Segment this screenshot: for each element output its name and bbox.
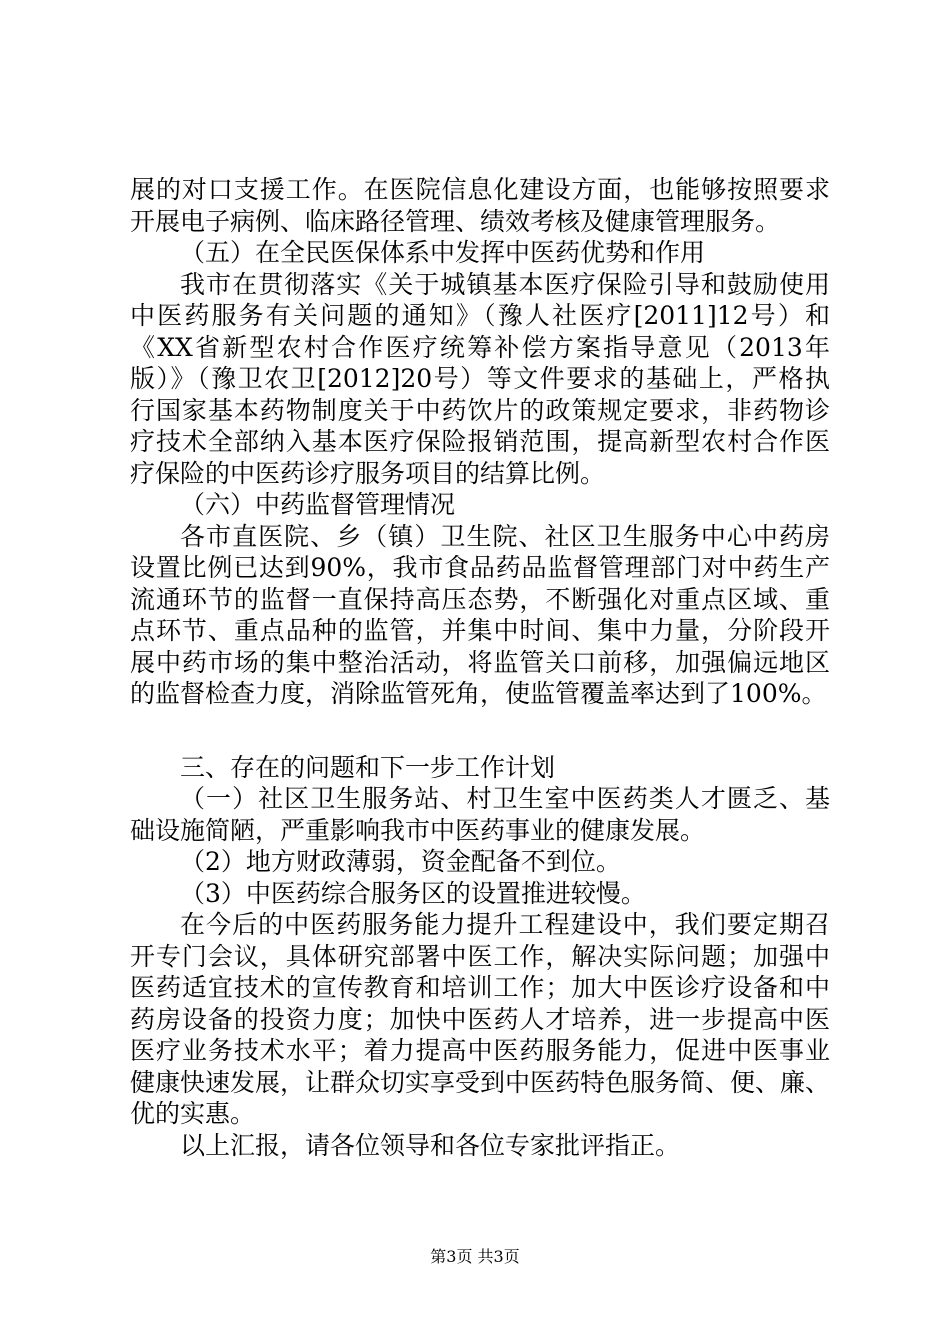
text-line: 开展电子病例、临床路径管理、绩效考核及健康管理服务。 bbox=[130, 206, 781, 236]
text-line: 三、存在的问题和下一步工作计划 bbox=[180, 752, 556, 782]
paragraph bbox=[130, 783, 830, 846]
text-line: 我市在贯彻落实《关于城镇基本医疗保险引导和鼓励使用 bbox=[180, 269, 830, 299]
text-line: 中医药服务有关问题的通知》（豫人社医疗[2011]12号）和 bbox=[130, 301, 830, 330]
page-footer bbox=[0, 1244, 950, 1267]
text-line: 的监督检查力度，消除监管死角，使监管覆盖率达到了100%。 bbox=[130, 679, 827, 708]
text-line: 展的对口支援工作。在医院信息化建设方面，也能够按照要求 bbox=[130, 175, 830, 204]
text-line: 医疗业务技术水平；着力提高中医药服务能力，促进中医事业 bbox=[130, 1036, 830, 1065]
text-line: 版）》（豫卫农卫[2012]20号）等文件要求的基础上，严格执 bbox=[130, 364, 830, 393]
text-line: 以上汇报，请各位领导和各位专家批评指正。 bbox=[180, 1130, 681, 1160]
text-line: 疗保险的中医药诊疗服务项目的结算比例。 bbox=[130, 458, 606, 488]
text-line: 开专门会议，具体研究部署中医工作，解决实际问题；加强中 bbox=[130, 941, 830, 971]
section-heading bbox=[130, 237, 830, 269]
text-line: （2）地方财政薄弱，资金配备不到位。 bbox=[180, 847, 621, 876]
paragraph bbox=[130, 174, 830, 237]
text-line: （一）社区卫生服务站、村卫生室中医药类人才匮乏、基 bbox=[180, 784, 830, 813]
text-line: 流通环节的监督一直保持高压态势，不断强化对重点区域、重 bbox=[130, 584, 830, 614]
text-line: 健康快速发展，让群众切实享受到中医药特色服务简、便、廉、 bbox=[130, 1067, 831, 1097]
paragraph bbox=[130, 269, 830, 490]
text-line: 行国家基本药物制度关于中药饮片的政策规定要求，非药物诊 bbox=[130, 395, 830, 425]
paragraph-gap bbox=[130, 710, 830, 752]
text-line: 各市直医院、乡（镇）卫生院、社区卫生服务中心中药房 bbox=[180, 521, 830, 551]
text-line: （3）中医药综合服务区的设置推进较慢。 bbox=[180, 878, 646, 908]
text-line: 设置比例已达到90%，我市食品药品监督管理部门对中药生产 bbox=[130, 553, 830, 582]
text-line: 《XX省新型农村合作医疗统筹补偿方案指导意见（2013年 bbox=[130, 332, 830, 362]
text-line: 展中药市场的集中整治活动，将监管关口前移，加强偏远地区 bbox=[130, 647, 830, 677]
text-line: 药房设备的投资力度；加快中医药人才培养，进一步提高中医 bbox=[130, 1004, 830, 1034]
paragraph bbox=[130, 909, 830, 1130]
text-line: 疗技术全部纳入基本医疗保险报销范围，提高新型农村合作医 bbox=[130, 427, 830, 456]
text-line: 在今后的中医药服务能力提升工程建设中，我们要定期召 bbox=[180, 910, 830, 939]
section-heading bbox=[130, 752, 830, 784]
text-line: 础设施简陋，严重影响我市中医药事业的健康发展。 bbox=[130, 815, 706, 845]
text-line: 医药适宜技术的宣传教育和培训工作；加大中医诊疗设备和中 bbox=[130, 973, 830, 1002]
text-line: 优的实惠。 bbox=[130, 1099, 256, 1128]
document-body bbox=[130, 174, 830, 1161]
page-number: 第3页 共3页 bbox=[430, 1247, 520, 1266]
text-line: 点环节、重点品种的监管，并集中时间、集中力量，分阶段开 bbox=[130, 616, 830, 645]
paragraph bbox=[130, 878, 830, 910]
section-heading bbox=[130, 489, 830, 521]
paragraph bbox=[130, 521, 830, 710]
paragraph bbox=[130, 846, 830, 878]
paragraph bbox=[130, 1130, 830, 1162]
text-line: （五）在全民医保体系中发挥中医药优势和作用 bbox=[180, 238, 706, 267]
text-line: （六）中药监督管理情况 bbox=[180, 490, 456, 519]
